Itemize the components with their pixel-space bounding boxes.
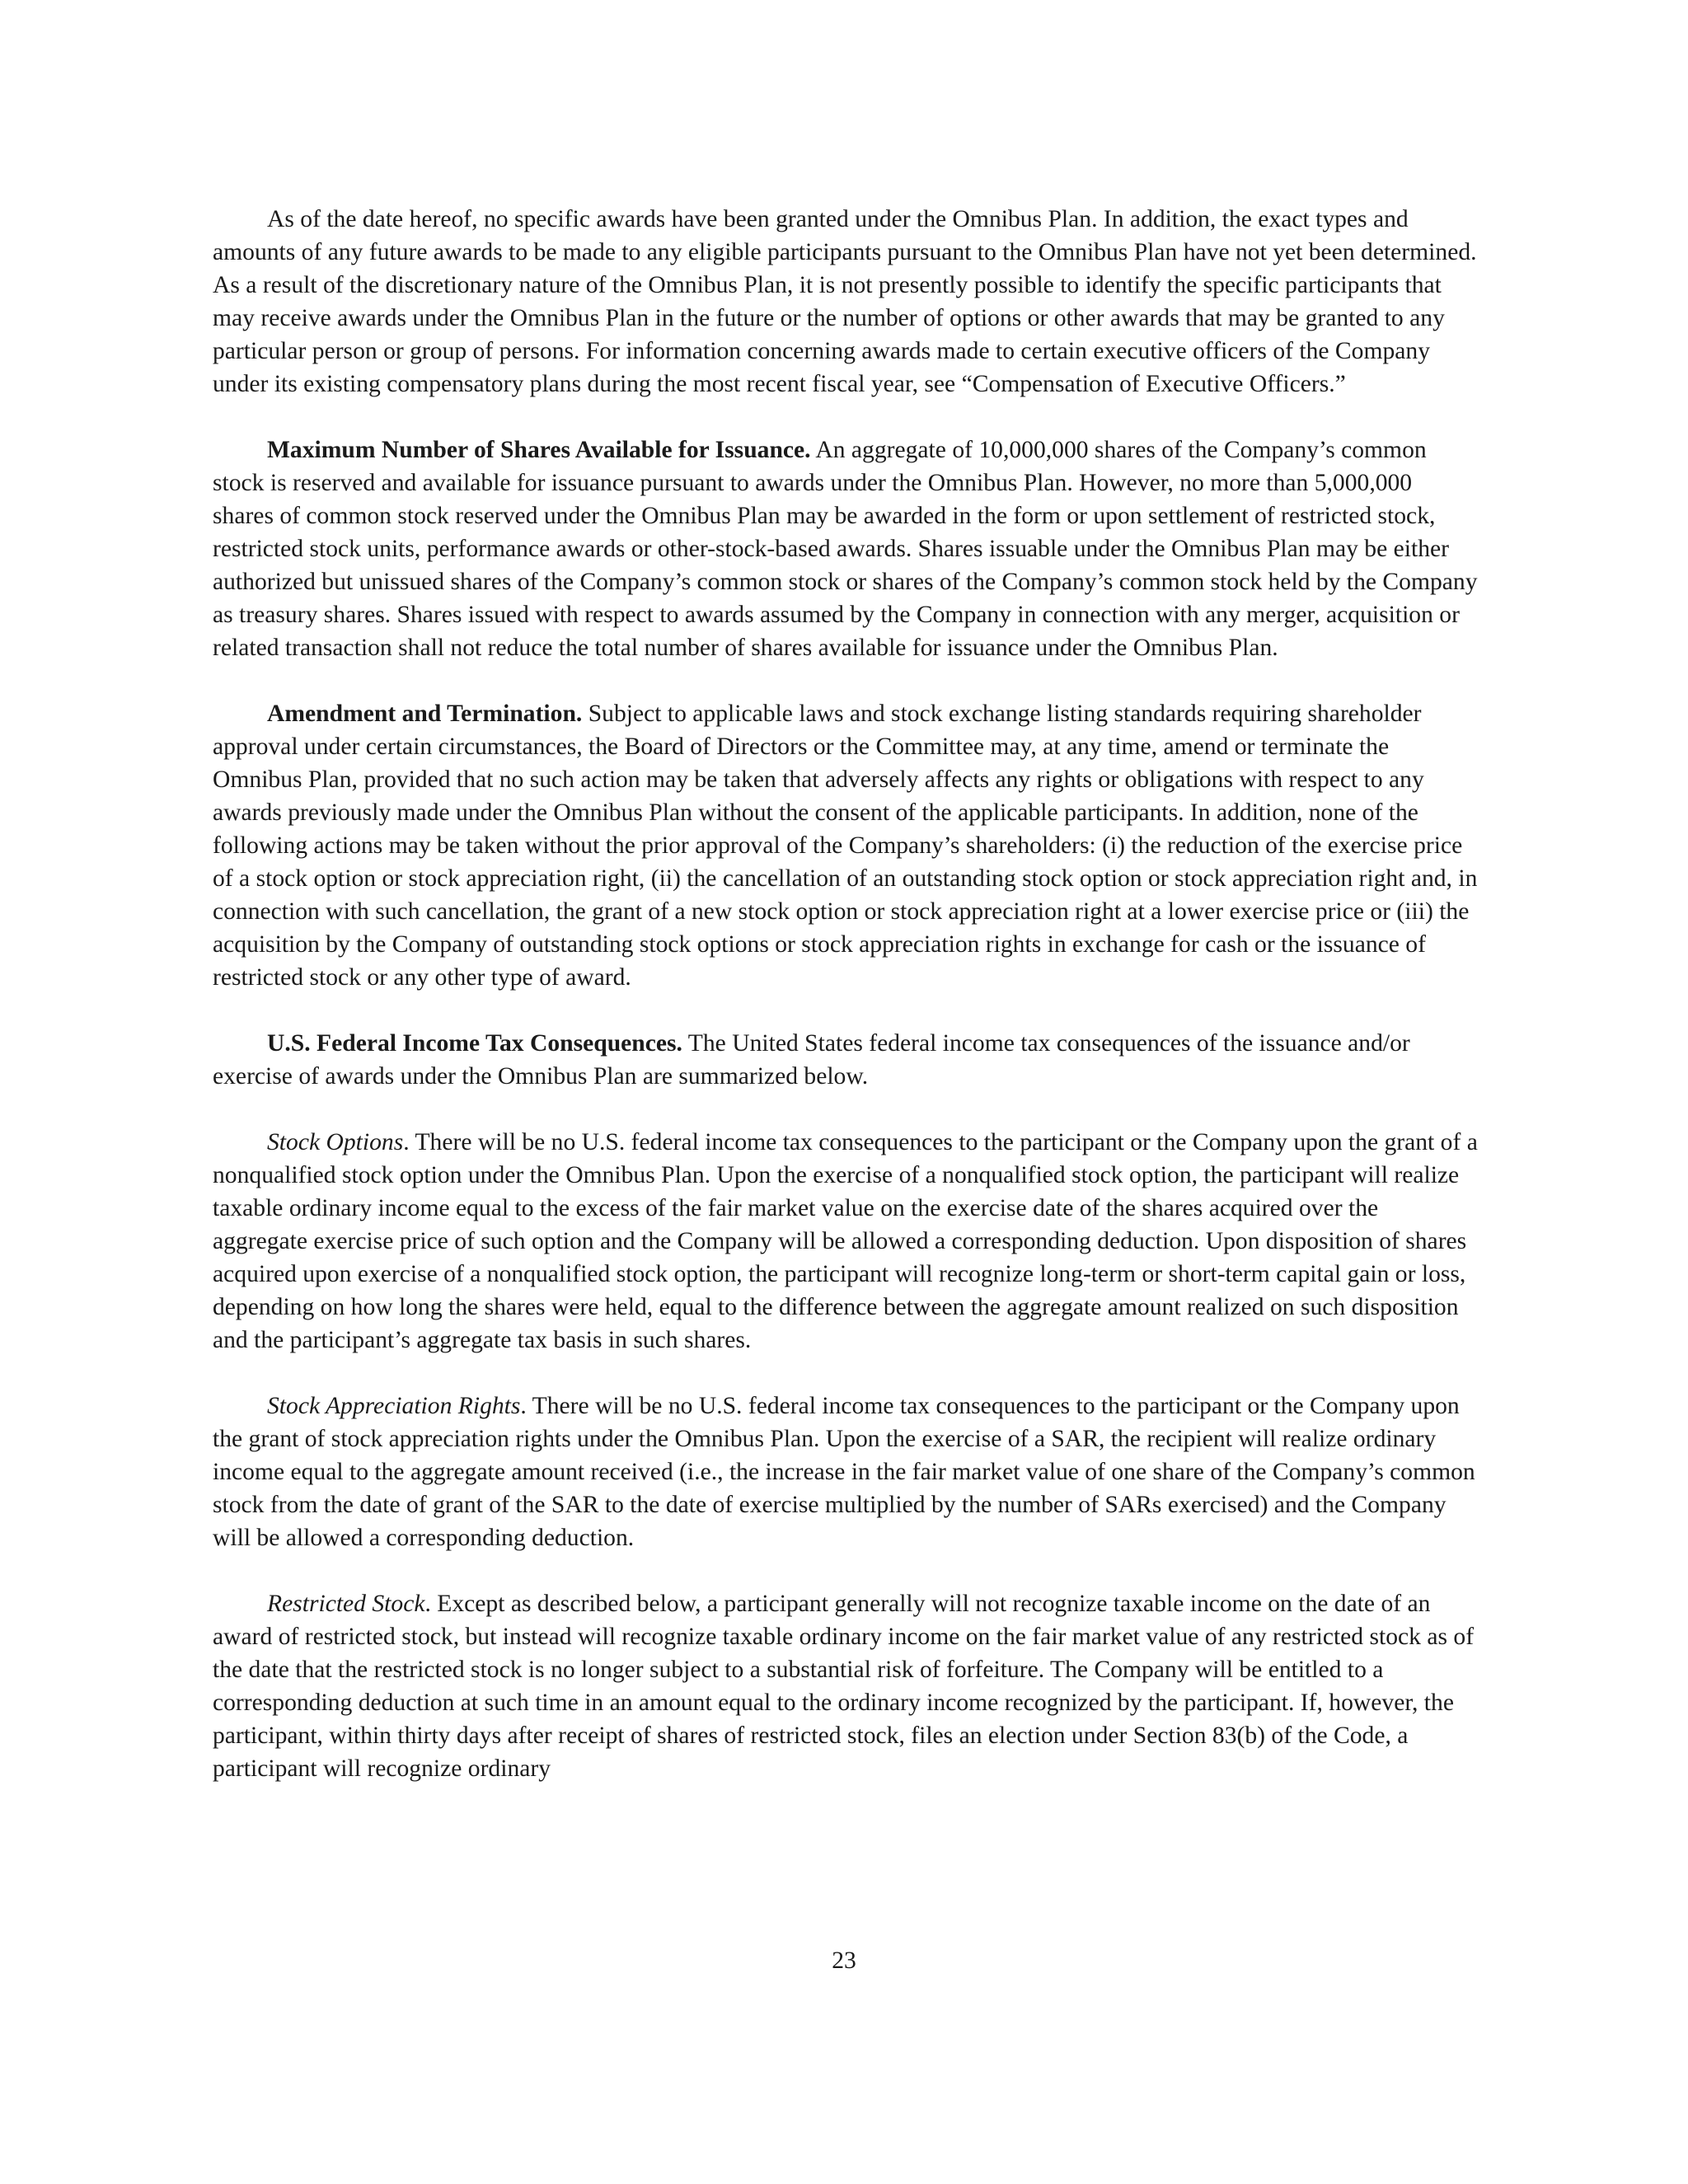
subheading-stock-appreciation-rights: Stock Appreciation Rights — [267, 1393, 521, 1419]
paragraph-text: The United States federal income tax consequences of the issuance and/or exercise of awards under the Omnibus Plan are summarized below. — [213, 1030, 1410, 1090]
paragraph-stock-options — [213, 1126, 1479, 1357]
paragraph-stock-appreciation-rights — [213, 1390, 1479, 1554]
paragraph-awards-not-granted — [213, 203, 1479, 401]
paragraph-text: . There will be no U.S. federal income tax consequences to the participant or the Company upon the grant of a nonqualified stock option under the Omnibus Plan. Upon the exercise of a nonqualified stock option, the participant will realize taxable ordinary income equal to the excess of the fair market value on the exercise date of the shares acquired over the aggregate exercise price of such option and the Company will be allowed a corresponding deduction. Upon disposition of shares acquired upon exercise of a nonqualified stock option, the participant will recognize long-term or short-term capital gain or loss, depending on how long the shares were held, equal to the difference between the aggregate amount realized on such disposition and the participant’s aggregate tax basis in such shares. — [213, 1129, 1478, 1353]
paragraph-restricted-stock — [213, 1587, 1479, 1785]
subheading-stock-options: Stock Options — [267, 1129, 404, 1155]
section-heading-tax-consequences: U.S. Federal Income Tax Consequences. — [267, 1030, 682, 1057]
paragraph-text: As of the date hereof, no specific awards have been granted under the Omnibus Plan. In addition, the exact types and amounts of any future awards to be made to any eligible participants pursuant to the Omnibus Plan have not yet been determined. As a result of the discretionary nature of the Omnibus Plan, it is not presently possible to identify the specific participants that may receive awards under the Omnibus Plan in the future or the number of options or other awards that may be granted to any particular person or group of persons. For information concerning awards made to certain executive officers of the Company under its existing compensatory plans during the most recent fiscal year, see “Compensation of Executive Officers.” — [213, 206, 1477, 397]
paragraph-amendment-termination — [213, 697, 1479, 994]
paragraph-text: An aggregate of 10,000,000 shares of the Company’s common stock is reserved and available for issuance pursuant to awards under the Omnibus Plan. However, no more than 5,000,000 shares of common stock reserved under the Omnibus Plan may be awarded in the form or upon settlement of restricted stock, restricted stock units, performance awards or other-stock-based awards. Shares issuable under the Omnibus Plan may be either authorized but unissued shares of the Company’s common stock or shares of the Company’s common stock held by the Company as treasury shares. Shares issued with respect to awards assumed by the Company in connection with any merger, acquisition or related transaction shall not reduce the total number of shares available for issuance under the Omnibus Plan. — [213, 437, 1478, 661]
paragraph-text: . Except as described below, a participant generally will not recognize taxable income on the date of an award of restricted stock, but instead will recognize taxable ordinary income on the fair market value of any restricted stock as of the date that the restricted stock is no longer subject to a substantial risk of forfeiture. The Company will be entitled to a corresponding deduction at such time in an amount equal to the ordinary income recognized by the participant. If, however, the participant, within thirty days after receipt of shares of restricted stock, files an election under Section 83(b) of the Code, a participant will recognize ordinary — [213, 1591, 1475, 1782]
subheading-restricted-stock: Restricted Stock — [267, 1591, 425, 1617]
paragraph-maximum-shares — [213, 434, 1479, 664]
section-heading-maximum-shares: Maximum Number of Shares Available for Issuance. — [267, 437, 811, 463]
paragraph-tax-consequences — [213, 1027, 1479, 1093]
page-number: 23 — [832, 1947, 856, 1974]
paragraph-text: . There will be no U.S. federal income tax consequences to the participant or the Company upon the grant of stock appreciation rights under the Omnibus Plan. Upon the exercise of a SAR, the recipient will realize ordinary income equal to the aggregate amount received (i.e., the increase in the fair market value of one share of the Company’s common stock from the date of grant of the SAR to the date of exercise multiplied by the number of SARs exercised) and the Company will be allowed a corresponding deduction. — [213, 1393, 1475, 1551]
paragraph-text: Subject to applicable laws and stock exchange listing standards requiring shareholder approval under certain circumstances, the Board of Directors or the Committee may, at any time, amend or terminate the Omnibus Plan, provided that no such action may be taken that adversely affects any rights or obligations with respect to any awards previously made under the Omnibus Plan without the consent of the applicable participants. In addition, none of the following actions may be taken without the prior approval of the Company’s shareholders: (i) the reduction of the exercise price of a stock option or stock appreciation right, (ii) the cancellation of an outstanding stock option or stock appreciation right and, in connection with such cancellation, the grant of a new stock option or stock appreciation right at a lower exercise price or (iii) the acquisition by the Company of outstanding stock options or stock appreciation rights in exchange for cash or the issuance of restricted stock or any other type of award. — [213, 701, 1478, 991]
document-page — [213, 203, 1479, 1785]
section-heading-amendment-termination: Amendment and Termination. — [267, 701, 583, 727]
